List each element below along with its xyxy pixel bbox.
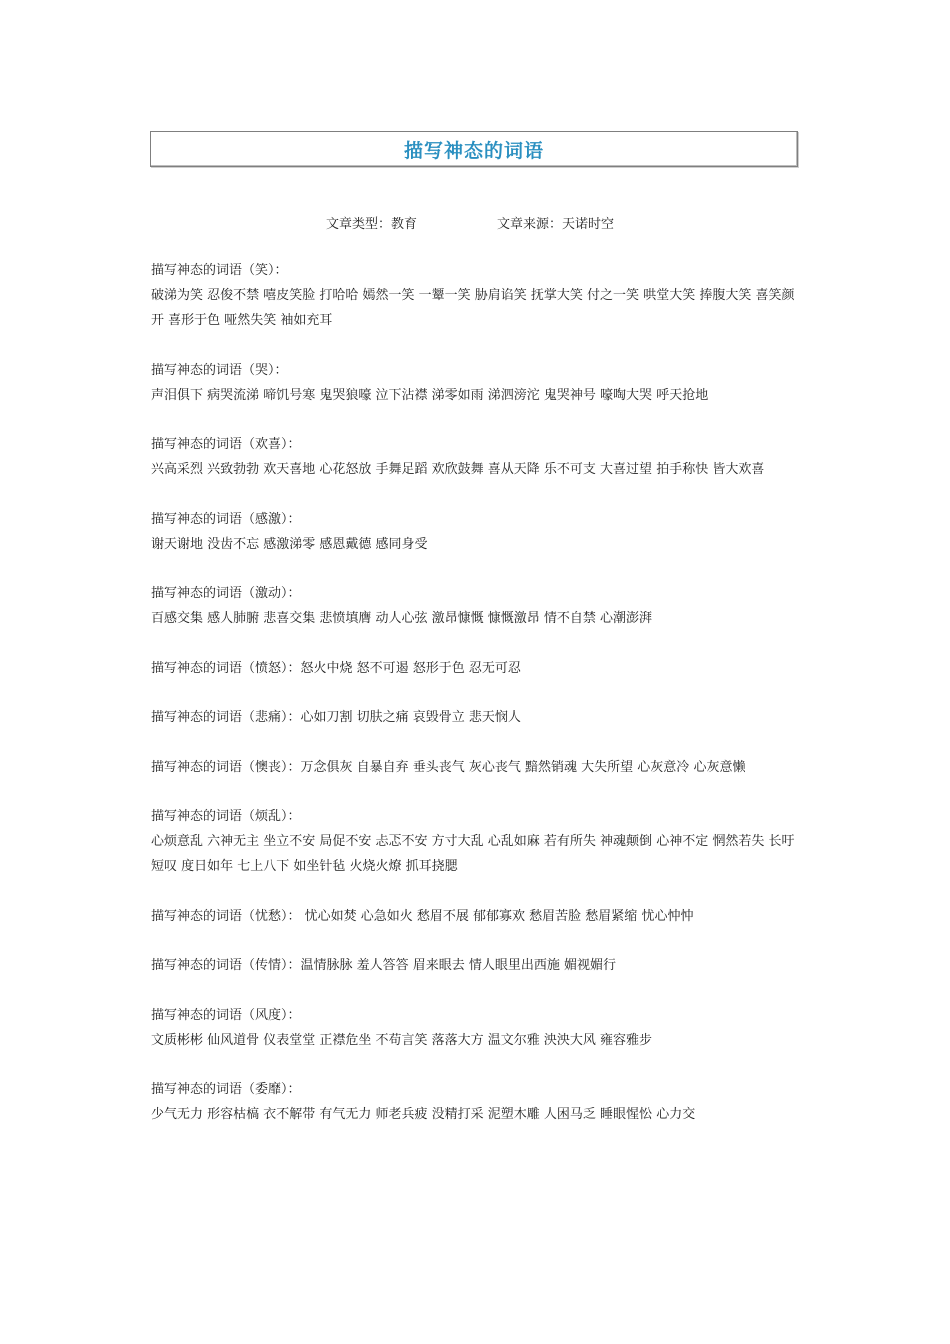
section-words: 怒火中烧 怒不可遏 怒形于色 忍无可忍 xyxy=(300,660,521,676)
section-words: 破涕为笑 忍俊不禁 嘻皮笑脸 打哈哈 嫣然一笑 一颦一笑 胁肩谄笑 抚掌大笑 付之一笑 哄堂大笑 捧腹大笑 喜笑颜开 喜形于色 哑然失笑 袖如充耳 xyxy=(151,288,795,328)
section-worry xyxy=(151,904,799,929)
section-heading: 描写神态的词语（懊丧）： xyxy=(151,759,301,775)
section-words: 少气无力 形容枯槁 衣不解带 有气无力 师老兵疲 没精打采 泥塑木雕 人困马乏 睡眼惺忪 心力交 xyxy=(151,1107,696,1122)
section-affection xyxy=(151,953,799,978)
article-source: 文章来源：天诺时空 xyxy=(497,217,615,232)
section-joy xyxy=(151,432,799,482)
article-body xyxy=(151,258,799,1152)
section-heading: 描写神态的词语（烦乱）： xyxy=(151,809,301,824)
section-dejection xyxy=(151,755,799,780)
section-words: 万念俱灰 自暴自弃 垂头丧气 灰心丧气 黯然销魂 大失所望 心灰意冷 心灰意懒 xyxy=(300,759,746,775)
section-demeanor xyxy=(151,1003,799,1053)
title-box xyxy=(150,131,798,167)
section-heading: 描写神态的词语（感激）： xyxy=(151,511,301,527)
section-heading: 描写神态的词语（风度）： xyxy=(151,1007,301,1023)
section-cry xyxy=(151,358,799,408)
section-heading: 描写神态的词语（悲痛）： xyxy=(151,710,301,725)
section-grief xyxy=(151,705,799,730)
section-anger xyxy=(151,656,799,681)
article-type: 文章类型：教育 xyxy=(326,217,418,232)
page-title: 描写神态的词语 xyxy=(403,139,544,162)
section-laugh xyxy=(151,258,799,333)
section-words: 谢天谢地 没齿不忘 感激涕零 感恩戴德 感同身受 xyxy=(151,536,428,552)
section-words: 声泪俱下 病哭流涕 啼饥号寒 鬼哭狼嚎 泣下沾襟 涕零如雨 涕泗滂沱 鬼哭神号 嚎啕大哭 呼天抢地 xyxy=(151,387,709,403)
section-listlessness xyxy=(151,1077,799,1127)
section-words: 心烦意乱 六神无主 坐立不安 局促不安 忐忑不安 方寸大乱 心乱如麻 若有所失 神魂颠倒 心神不定 惘然若失 长吁短叹 度日如年 七上八下 如坐针毡 火烧火燎 抓耳挠腮 xyxy=(151,834,795,874)
section-heading: 描写神态的词语（愤怒）： xyxy=(151,660,301,676)
section-words: 兴高采烈 兴致勃勃 欢天喜地 心花怒放 手舞足蹈 欢欣鼓舞 喜从天降 乐不可支 大喜过望 拍手称快 皆大欢喜 xyxy=(151,462,765,477)
section-gratitude xyxy=(151,507,799,557)
section-words: 忧心如焚 心急如火 愁眉不展 郁郁寡欢 愁眉苦脸 愁眉紧缩 忧心忡忡 xyxy=(300,908,694,924)
section-agitation xyxy=(151,804,799,879)
section-heading: 描写神态的词语（激动）： xyxy=(151,586,301,601)
section-words: 百感交集 感人肺腑 悲喜交集 悲愤填膺 动人心弦 激昂慷慨 慷慨激昂 情不自禁 心潮澎湃 xyxy=(151,611,653,626)
section-words: 心如刀割 切肤之痛 哀毁骨立 悲天悯人 xyxy=(300,710,521,725)
section-heading: 描写神态的词语（委靡）： xyxy=(151,1082,301,1097)
section-words: 文质彬彬 仙风道骨 仪表堂堂 正襟危坐 不苟言笑 落落大方 温文尔雅 泱泱大风 雍容雅步 xyxy=(151,1032,653,1048)
section-heading: 描写神态的词语（传情）： xyxy=(151,958,301,973)
section-heading: 描写神态的词语（忧愁）： xyxy=(151,908,301,924)
section-heading: 描写神态的词语（欢喜）： xyxy=(151,437,301,452)
section-words: 温情脉脉 羞人答答 眉来眼去 情人眼里出西施 媚视媚行 xyxy=(300,958,617,973)
section-excitement xyxy=(151,581,799,631)
section-heading: 描写神态的词语（哭）： xyxy=(151,362,288,378)
section-heading: 描写神态的词语（笑）： xyxy=(151,263,288,278)
